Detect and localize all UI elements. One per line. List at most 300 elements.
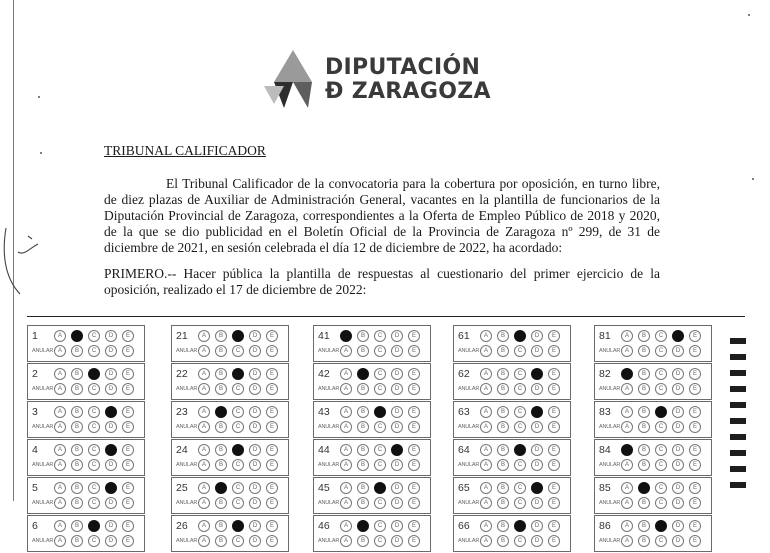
option-bubble-e: E bbox=[122, 330, 134, 342]
option-bubble-b: B bbox=[71, 520, 83, 532]
option-bubble-e: E bbox=[408, 368, 420, 380]
answer-column bbox=[453, 325, 571, 553]
option-bubble-a: A bbox=[621, 330, 633, 342]
option-bubble-b: B bbox=[638, 330, 650, 342]
timing-mark bbox=[730, 418, 746, 424]
anular-bubble-a: A bbox=[621, 535, 633, 547]
anular-bubble-e: E bbox=[548, 497, 560, 509]
anular-bubble-e: E bbox=[548, 383, 560, 395]
anular-bubble-a: A bbox=[54, 421, 66, 433]
anular-bubble-c: C bbox=[374, 345, 386, 357]
anular-bubble-a: A bbox=[621, 497, 633, 509]
answer-cell bbox=[453, 363, 571, 400]
option-bubble-c: C bbox=[374, 482, 386, 494]
option-bubble-e: E bbox=[408, 482, 420, 494]
option-bubble-c: C bbox=[88, 482, 100, 494]
answer-cell bbox=[313, 401, 431, 438]
option-bubble-a: A bbox=[340, 368, 352, 380]
anular-bubble-b: B bbox=[71, 459, 83, 471]
anular-bubble-a: A bbox=[480, 459, 492, 471]
question-number: 83 bbox=[599, 406, 611, 418]
anular-label: ANULAR bbox=[458, 424, 480, 430]
option-bubble-b: B bbox=[215, 520, 227, 532]
question-number: 84 bbox=[599, 444, 611, 456]
anular-bubble-b: B bbox=[357, 459, 369, 471]
option-bubble-d: D bbox=[672, 330, 684, 342]
anular-bubble-c: C bbox=[88, 345, 100, 357]
option-bubble-d: D bbox=[105, 330, 117, 342]
anular-bubble-e: E bbox=[122, 345, 134, 357]
question-number: 24 bbox=[176, 444, 188, 456]
option-bubble-d: D bbox=[391, 482, 403, 494]
option-bubble-d: D bbox=[672, 406, 684, 418]
anular-bubble-b: B bbox=[497, 497, 509, 509]
option-bubble-d: D bbox=[249, 368, 261, 380]
anular-bubble-b: B bbox=[638, 345, 650, 357]
option-bubble-a: A bbox=[54, 368, 66, 380]
answer-cell bbox=[594, 363, 712, 400]
question-number: 44 bbox=[318, 444, 330, 456]
anular-bubble-a: A bbox=[621, 459, 633, 471]
option-bubble-d: D bbox=[105, 520, 117, 532]
anular-bubble-b: B bbox=[638, 497, 650, 509]
anular-label: ANULAR bbox=[318, 462, 340, 468]
question-number: 45 bbox=[318, 482, 330, 494]
answer-column bbox=[27, 325, 145, 553]
anular-bubble-c: C bbox=[88, 421, 100, 433]
option-bubble-c: C bbox=[232, 444, 244, 456]
anular-bubble-a: A bbox=[480, 345, 492, 357]
option-bubble-c: C bbox=[88, 330, 100, 342]
anular-bubble-b: B bbox=[497, 345, 509, 357]
option-bubble-c: C bbox=[88, 444, 100, 456]
anular-bubble-d: D bbox=[105, 383, 117, 395]
question-number: 26 bbox=[176, 520, 188, 532]
anular-bubble-d: D bbox=[105, 497, 117, 509]
option-bubble-e: E bbox=[122, 444, 134, 456]
anular-bubble-d: D bbox=[531, 535, 543, 547]
anular-bubble-e: E bbox=[266, 459, 278, 471]
answer-column bbox=[171, 325, 289, 553]
anular-bubble-d: D bbox=[531, 459, 543, 471]
anular-bubble-a: A bbox=[340, 497, 352, 509]
answer-cell bbox=[313, 363, 431, 400]
option-bubble-b: B bbox=[215, 406, 227, 418]
anular-bubble-c: C bbox=[514, 497, 526, 509]
anular-label: ANULAR bbox=[599, 348, 621, 354]
question-number: 42 bbox=[318, 368, 330, 380]
anular-bubble-e: E bbox=[548, 345, 560, 357]
anular-bubble-c: C bbox=[514, 459, 526, 471]
anular-bubble-c: C bbox=[232, 383, 244, 395]
answer-cell bbox=[313, 477, 431, 514]
anular-bubble-c: C bbox=[374, 421, 386, 433]
question-number: 65 bbox=[458, 482, 470, 494]
option-bubble-d: D bbox=[105, 482, 117, 494]
anular-bubble-b: B bbox=[497, 421, 509, 433]
anular-label: ANULAR bbox=[176, 348, 198, 354]
anular-bubble-e: E bbox=[689, 497, 701, 509]
timing-mark bbox=[730, 434, 746, 440]
logo-wordmark bbox=[325, 56, 491, 104]
anular-bubble-d: D bbox=[391, 421, 403, 433]
question-number: 81 bbox=[599, 330, 611, 342]
option-bubble-e: E bbox=[548, 330, 560, 342]
answer-cell bbox=[27, 401, 145, 438]
question-number: 86 bbox=[599, 520, 611, 532]
anular-bubble-b: B bbox=[215, 497, 227, 509]
anular-bubble-a: A bbox=[54, 345, 66, 357]
option-bubble-c: C bbox=[514, 368, 526, 380]
anular-bubble-d: D bbox=[531, 345, 543, 357]
option-bubble-d: D bbox=[531, 330, 543, 342]
timing-mark bbox=[730, 482, 746, 488]
anular-label: ANULAR bbox=[458, 462, 480, 468]
timing-mark bbox=[730, 354, 746, 360]
anular-bubble-d: D bbox=[672, 421, 684, 433]
anular-label: ANULAR bbox=[318, 348, 340, 354]
option-bubble-c: C bbox=[514, 482, 526, 494]
option-bubble-a: A bbox=[480, 444, 492, 456]
anular-bubble-c: C bbox=[232, 535, 244, 547]
option-bubble-b: B bbox=[357, 330, 369, 342]
anular-bubble-a: A bbox=[621, 345, 633, 357]
anular-bubble-a: A bbox=[54, 459, 66, 471]
anular-bubble-d: D bbox=[391, 497, 403, 509]
anular-bubble-a: A bbox=[198, 421, 210, 433]
option-bubble-e: E bbox=[266, 482, 278, 494]
anular-bubble-d: D bbox=[105, 421, 117, 433]
answer-cell bbox=[171, 363, 289, 400]
option-bubble-b: B bbox=[215, 330, 227, 342]
option-bubble-a: A bbox=[480, 482, 492, 494]
logo-line-1: DIPUTACIÓN bbox=[325, 55, 481, 80]
option-bubble-d: D bbox=[391, 330, 403, 342]
option-bubble-e: E bbox=[122, 482, 134, 494]
anular-bubble-d: D bbox=[531, 421, 543, 433]
intro-paragraph: El Tribunal Calificador de la convocatoria para la cobertura por oposición, en turno libre, de diez plazas de Auxiliar de Administración General, vacantes en la plantilla de funcionarios de la Diputación Provincial de Zaragoza, correspondientes a la Oferta de Empleo Público de 2018 y 2020, de la que se dio publicidad en el Boletín Oficial de la Provincia de Zaragoza nº 299, de 31 de diciembre de 2021, en sesión celebrada el día 12 de diciembre de 2022, ha acordado: bbox=[104, 176, 660, 255]
anular-label: ANULAR bbox=[599, 424, 621, 430]
speck bbox=[40, 152, 42, 154]
option-bubble-e: E bbox=[122, 406, 134, 418]
option-bubble-e: E bbox=[266, 330, 278, 342]
anular-bubble-b: B bbox=[638, 459, 650, 471]
question-number: 22 bbox=[176, 368, 188, 380]
option-bubble-d: D bbox=[672, 482, 684, 494]
anular-label: ANULAR bbox=[176, 500, 198, 506]
option-bubble-b: B bbox=[497, 520, 509, 532]
anular-bubble-b: B bbox=[215, 383, 227, 395]
anular-bubble-b: B bbox=[71, 535, 83, 547]
option-bubble-b: B bbox=[71, 406, 83, 418]
answer-column bbox=[594, 325, 712, 553]
timing-mark bbox=[730, 338, 746, 344]
anular-bubble-d: D bbox=[249, 497, 261, 509]
option-bubble-b: B bbox=[497, 482, 509, 494]
question-number: 4 bbox=[32, 444, 38, 456]
option-bubble-b: B bbox=[497, 368, 509, 380]
answer-sheet bbox=[27, 320, 727, 544]
option-bubble-a: A bbox=[54, 482, 66, 494]
anular-bubble-c: C bbox=[514, 421, 526, 433]
answer-cell bbox=[171, 515, 289, 552]
question-number: 3 bbox=[32, 406, 38, 418]
option-bubble-a: A bbox=[480, 330, 492, 342]
anular-bubble-a: A bbox=[198, 383, 210, 395]
option-bubble-b: B bbox=[638, 482, 650, 494]
anular-bubble-b: B bbox=[215, 345, 227, 357]
option-bubble-b: B bbox=[638, 444, 650, 456]
anular-bubble-a: A bbox=[198, 535, 210, 547]
option-bubble-e: E bbox=[266, 520, 278, 532]
anular-bubble-e: E bbox=[266, 345, 278, 357]
option-bubble-a: A bbox=[621, 520, 633, 532]
anular-label: ANULAR bbox=[458, 386, 480, 392]
anular-bubble-e: E bbox=[122, 459, 134, 471]
option-bubble-b: B bbox=[71, 368, 83, 380]
anular-bubble-d: D bbox=[105, 345, 117, 357]
question-number: 5 bbox=[32, 482, 38, 494]
anular-label: ANULAR bbox=[176, 424, 198, 430]
option-bubble-d: D bbox=[531, 368, 543, 380]
anular-bubble-c: C bbox=[655, 535, 667, 547]
option-bubble-a: A bbox=[340, 406, 352, 418]
anular-bubble-c: C bbox=[655, 421, 667, 433]
option-bubble-a: A bbox=[198, 330, 210, 342]
answer-column bbox=[313, 325, 431, 553]
option-bubble-c: C bbox=[514, 520, 526, 532]
anular-bubble-c: C bbox=[88, 383, 100, 395]
anular-bubble-d: D bbox=[249, 345, 261, 357]
option-bubble-e: E bbox=[548, 482, 560, 494]
option-bubble-c: C bbox=[655, 444, 667, 456]
anular-bubble-b: B bbox=[638, 383, 650, 395]
question-number: 6 bbox=[32, 520, 38, 532]
anular-bubble-a: A bbox=[340, 421, 352, 433]
anular-bubble-a: A bbox=[621, 383, 633, 395]
option-bubble-c: C bbox=[232, 368, 244, 380]
anular-bubble-d: D bbox=[249, 383, 261, 395]
option-bubble-d: D bbox=[672, 520, 684, 532]
option-bubble-b: B bbox=[215, 444, 227, 456]
option-bubble-d: D bbox=[249, 330, 261, 342]
question-number: 21 bbox=[176, 330, 188, 342]
question-number: 64 bbox=[458, 444, 470, 456]
answer-cell bbox=[313, 439, 431, 476]
timing-mark bbox=[730, 370, 746, 376]
answer-cell bbox=[27, 363, 145, 400]
option-bubble-c: C bbox=[232, 406, 244, 418]
speck bbox=[748, 14, 750, 16]
answer-cell bbox=[27, 325, 145, 362]
anular-label: ANULAR bbox=[458, 348, 480, 354]
question-number: 43 bbox=[318, 406, 330, 418]
option-bubble-e: E bbox=[266, 368, 278, 380]
anular-bubble-e: E bbox=[408, 459, 420, 471]
anular-bubble-a: A bbox=[54, 535, 66, 547]
anular-bubble-c: C bbox=[514, 383, 526, 395]
option-bubble-c: C bbox=[514, 406, 526, 418]
option-bubble-c: C bbox=[374, 368, 386, 380]
option-bubble-a: A bbox=[340, 444, 352, 456]
anular-label: ANULAR bbox=[458, 538, 480, 544]
option-bubble-a: A bbox=[621, 482, 633, 494]
option-bubble-c: C bbox=[232, 520, 244, 532]
anular-bubble-e: E bbox=[266, 383, 278, 395]
anular-bubble-b: B bbox=[357, 421, 369, 433]
option-bubble-a: A bbox=[480, 406, 492, 418]
option-bubble-e: E bbox=[689, 368, 701, 380]
timing-mark bbox=[730, 466, 746, 472]
option-bubble-b: B bbox=[357, 482, 369, 494]
anular-bubble-b: B bbox=[357, 345, 369, 357]
option-bubble-c: C bbox=[374, 444, 386, 456]
answer-cell bbox=[27, 477, 145, 514]
anular-bubble-e: E bbox=[408, 345, 420, 357]
anular-label: ANULAR bbox=[599, 538, 621, 544]
anular-bubble-e: E bbox=[548, 421, 560, 433]
anular-label: ANULAR bbox=[599, 500, 621, 506]
timing-marks bbox=[730, 338, 746, 498]
anular-bubble-a: A bbox=[480, 497, 492, 509]
option-bubble-c: C bbox=[232, 482, 244, 494]
answer-cell bbox=[453, 477, 571, 514]
anular-bubble-c: C bbox=[88, 535, 100, 547]
option-bubble-d: D bbox=[672, 444, 684, 456]
anular-label: ANULAR bbox=[32, 538, 54, 544]
answer-cell bbox=[594, 439, 712, 476]
question-number: 61 bbox=[458, 330, 470, 342]
primero-paragraph: PRIMERO.-- Hacer pública la plantilla de respuestas al cuestionario del primer ejercicio de la oposición, realizado el 17 de diciembre de 2022: bbox=[104, 266, 660, 297]
option-bubble-d: D bbox=[249, 482, 261, 494]
anular-label: ANULAR bbox=[32, 386, 54, 392]
anular-bubble-b: B bbox=[71, 421, 83, 433]
anular-bubble-e: E bbox=[266, 497, 278, 509]
anular-bubble-e: E bbox=[408, 497, 420, 509]
option-bubble-a: A bbox=[480, 520, 492, 532]
option-bubble-c: C bbox=[655, 368, 667, 380]
anular-bubble-c: C bbox=[655, 497, 667, 509]
anular-bubble-d: D bbox=[672, 497, 684, 509]
option-bubble-b: B bbox=[357, 368, 369, 380]
anular-bubble-e: E bbox=[122, 535, 134, 547]
triangles-logo-icon bbox=[262, 48, 324, 112]
anular-bubble-c: C bbox=[88, 497, 100, 509]
option-bubble-a: A bbox=[198, 406, 210, 418]
speck bbox=[38, 96, 40, 98]
anular-bubble-d: D bbox=[391, 535, 403, 547]
anular-label: ANULAR bbox=[32, 424, 54, 430]
anular-bubble-b: B bbox=[215, 421, 227, 433]
anular-bubble-e: E bbox=[548, 535, 560, 547]
anular-bubble-e: E bbox=[548, 459, 560, 471]
option-bubble-a: A bbox=[621, 444, 633, 456]
answer-cell bbox=[313, 515, 431, 552]
answer-cell bbox=[594, 477, 712, 514]
option-bubble-e: E bbox=[122, 368, 134, 380]
option-bubble-d: D bbox=[391, 406, 403, 418]
option-bubble-e: E bbox=[266, 406, 278, 418]
timing-mark bbox=[730, 402, 746, 408]
option-bubble-c: C bbox=[232, 330, 244, 342]
anular-label: ANULAR bbox=[32, 348, 54, 354]
question-number: 25 bbox=[176, 482, 188, 494]
anular-bubble-b: B bbox=[497, 535, 509, 547]
option-bubble-c: C bbox=[374, 406, 386, 418]
anular-bubble-e: E bbox=[689, 383, 701, 395]
anular-bubble-e: E bbox=[689, 535, 701, 547]
anular-bubble-d: D bbox=[105, 535, 117, 547]
option-bubble-b: B bbox=[357, 444, 369, 456]
anular-bubble-a: A bbox=[340, 535, 352, 547]
anular-bubble-b: B bbox=[497, 383, 509, 395]
option-bubble-c: C bbox=[88, 406, 100, 418]
option-bubble-b: B bbox=[638, 520, 650, 532]
option-bubble-d: D bbox=[531, 444, 543, 456]
option-bubble-b: B bbox=[638, 406, 650, 418]
option-bubble-e: E bbox=[548, 368, 560, 380]
option-bubble-d: D bbox=[391, 444, 403, 456]
anular-bubble-b: B bbox=[71, 383, 83, 395]
anular-bubble-a: A bbox=[340, 459, 352, 471]
anular-bubble-e: E bbox=[122, 497, 134, 509]
anular-bubble-a: A bbox=[340, 345, 352, 357]
option-bubble-b: B bbox=[497, 444, 509, 456]
answer-cell bbox=[171, 477, 289, 514]
anular-label: ANULAR bbox=[32, 500, 54, 506]
option-bubble-e: E bbox=[408, 444, 420, 456]
anular-bubble-b: B bbox=[357, 535, 369, 547]
option-bubble-d: D bbox=[531, 520, 543, 532]
anular-label: ANULAR bbox=[318, 538, 340, 544]
anular-label: ANULAR bbox=[599, 462, 621, 468]
anular-bubble-e: E bbox=[122, 383, 134, 395]
anular-bubble-e: E bbox=[689, 459, 701, 471]
anular-label: ANULAR bbox=[599, 386, 621, 392]
option-bubble-e: E bbox=[689, 330, 701, 342]
anular-bubble-e: E bbox=[408, 535, 420, 547]
anular-bubble-d: D bbox=[531, 383, 543, 395]
option-bubble-a: A bbox=[621, 406, 633, 418]
option-bubble-d: D bbox=[672, 368, 684, 380]
option-bubble-a: A bbox=[54, 520, 66, 532]
anular-label: ANULAR bbox=[176, 538, 198, 544]
anular-bubble-b: B bbox=[357, 497, 369, 509]
option-bubble-e: E bbox=[689, 444, 701, 456]
option-bubble-e: E bbox=[689, 520, 701, 532]
option-bubble-c: C bbox=[88, 368, 100, 380]
anular-bubble-e: E bbox=[689, 421, 701, 433]
anular-bubble-d: D bbox=[249, 421, 261, 433]
anular-bubble-d: D bbox=[105, 459, 117, 471]
anular-bubble-a: A bbox=[480, 535, 492, 547]
option-bubble-b: B bbox=[357, 520, 369, 532]
option-bubble-a: A bbox=[198, 482, 210, 494]
option-bubble-d: D bbox=[105, 444, 117, 456]
anular-bubble-d: D bbox=[249, 535, 261, 547]
option-bubble-c: C bbox=[88, 520, 100, 532]
option-bubble-e: E bbox=[408, 330, 420, 342]
anular-bubble-e: E bbox=[266, 421, 278, 433]
handwritten-mark-icon bbox=[0, 222, 48, 302]
anular-bubble-c: C bbox=[374, 383, 386, 395]
option-bubble-c: C bbox=[374, 330, 386, 342]
anular-bubble-c: C bbox=[514, 345, 526, 357]
anular-bubble-d: D bbox=[672, 345, 684, 357]
option-bubble-e: E bbox=[548, 520, 560, 532]
anular-label: ANULAR bbox=[32, 462, 54, 468]
option-bubble-d: D bbox=[105, 406, 117, 418]
